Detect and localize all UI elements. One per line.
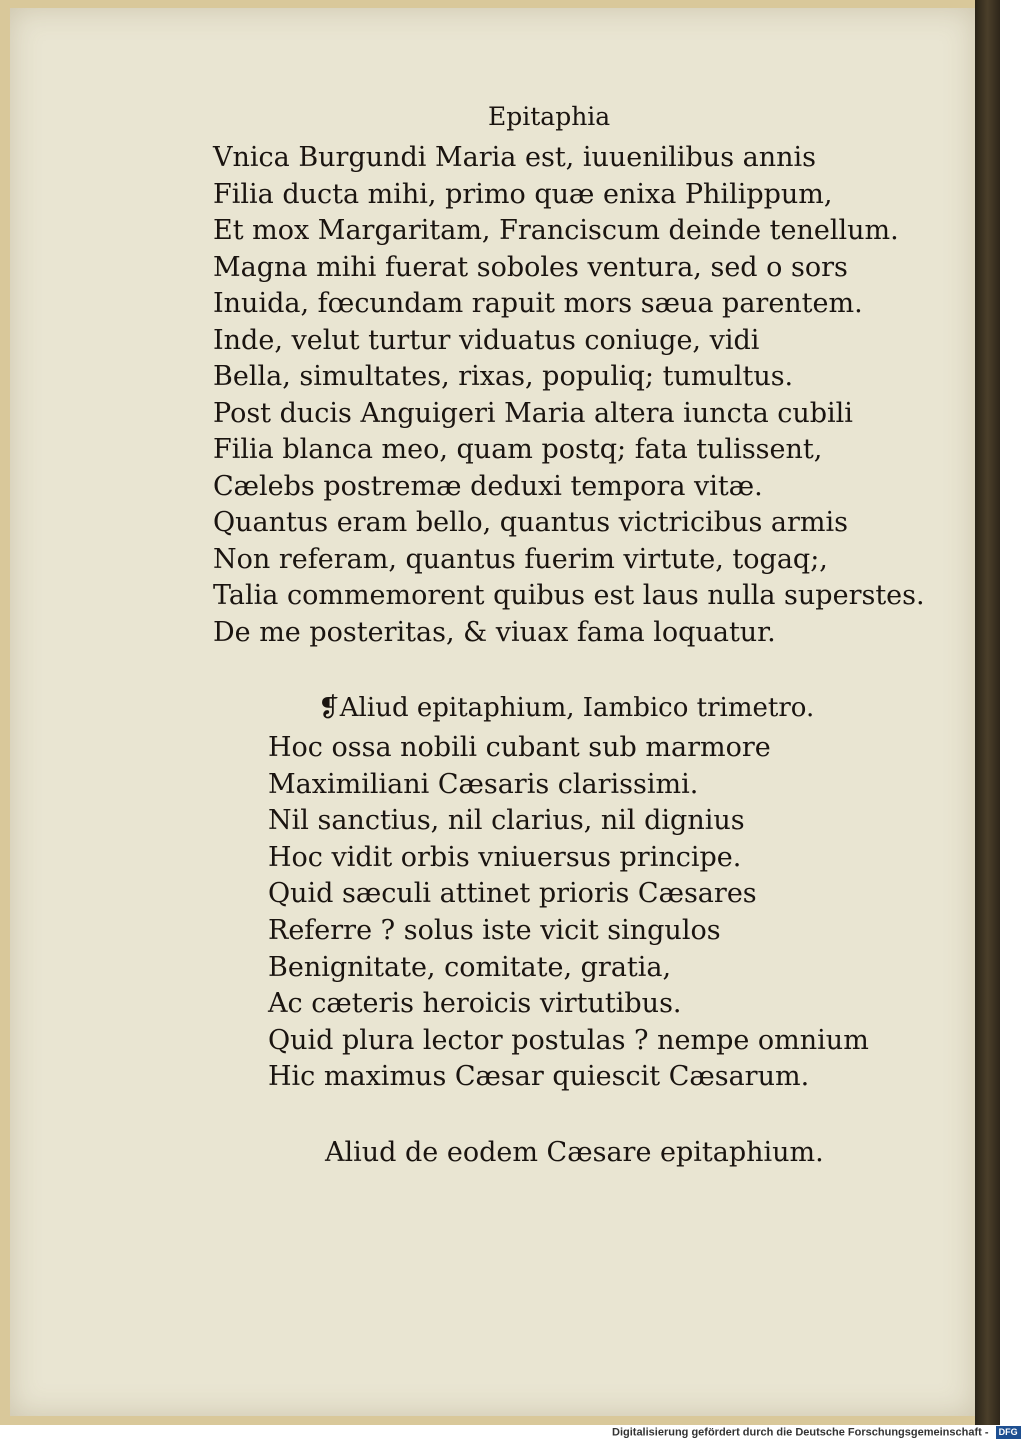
third-epitaph-heading: Aliud de eodem Cæsare epitaphium. bbox=[325, 1137, 824, 1168]
verse-line: Cælebs postremæ deduxi tempora vitæ. bbox=[213, 470, 763, 502]
verse-line: Talia commemorent quibus est laus nulla superstes. bbox=[213, 580, 925, 611]
verse-line: Non referam, quantus fuerim virtute, togaq;, bbox=[213, 543, 828, 575]
verse-line: Et mox Margaritam, Franciscum deinde tenellum. bbox=[213, 215, 899, 246]
epitaph-verse-one bbox=[213, 140, 925, 651]
verse-line: Benignitate, comitate, gratia, bbox=[268, 951, 672, 983]
verse-line: De me posteritas, & viuax fama loquatur. bbox=[213, 616, 776, 648]
verse-line: Maximiliani Cæsaris clarissimi. bbox=[268, 768, 699, 800]
verse-line: Vnica Burgundi Maria est, iuuenilibus annis bbox=[213, 142, 817, 173]
verse-line: Filia blanca meo, quam postq; fata tulissent, bbox=[213, 434, 823, 465]
second-epitaph-heading: ❡Aliud epitaphium, Iambico trimetro. bbox=[318, 693, 815, 723]
verse-line: Inde, velut turtur viduatus coniuge, vidi bbox=[213, 324, 760, 356]
verse-line: Ac cæteris heroicis virtutibus. bbox=[268, 988, 682, 1020]
book-binding-edge bbox=[975, 0, 1000, 1425]
verse-line: Hic maximus Cæsar quiescit Cæsarum. bbox=[268, 1061, 810, 1093]
dfg-logo: DFG bbox=[996, 1426, 1021, 1439]
verse-line: Quid plura lector postulas ? nempe omnium bbox=[268, 1024, 869, 1056]
epitaph-verse-two bbox=[268, 730, 869, 1096]
verse-line: Magna mihi fuerat soboles ventura, sed o sors bbox=[213, 251, 848, 283]
page-heading: Epitaphia bbox=[488, 102, 611, 131]
verse-line: Hoc vidit orbis vniuersus principe. bbox=[268, 841, 742, 873]
verse-line: Post ducis Anguigeri Maria altera iuncta cubili bbox=[213, 397, 853, 429]
verse-line: Quid sæculi attinet prioris Cæsares bbox=[268, 878, 757, 910]
verse-line: Quantus eram bello, quantus victricibus armis bbox=[213, 507, 849, 538]
digitization-credit bbox=[612, 1426, 1021, 1439]
verse-line: Inuida, fœcundam rapuit mors sæua parentem. bbox=[213, 288, 863, 319]
verse-line: Referre ? solus iste vicit singulos bbox=[268, 914, 721, 946]
verse-line: Bella, simultates, rixas, populiq; tumultus. bbox=[213, 361, 794, 392]
verse-line: Hoc ossa nobili cubant sub marmore bbox=[268, 732, 771, 763]
verse-line: Nil sanctius, nil clarius, nil dignius bbox=[268, 805, 745, 837]
credit-text: Digitalisierung gefördert durch die Deutsche Forschungsgemeinschaft - bbox=[612, 1426, 989, 1439]
verse-line: Filia ducta mihi, primo quæ enixa Philippum, bbox=[213, 178, 833, 210]
